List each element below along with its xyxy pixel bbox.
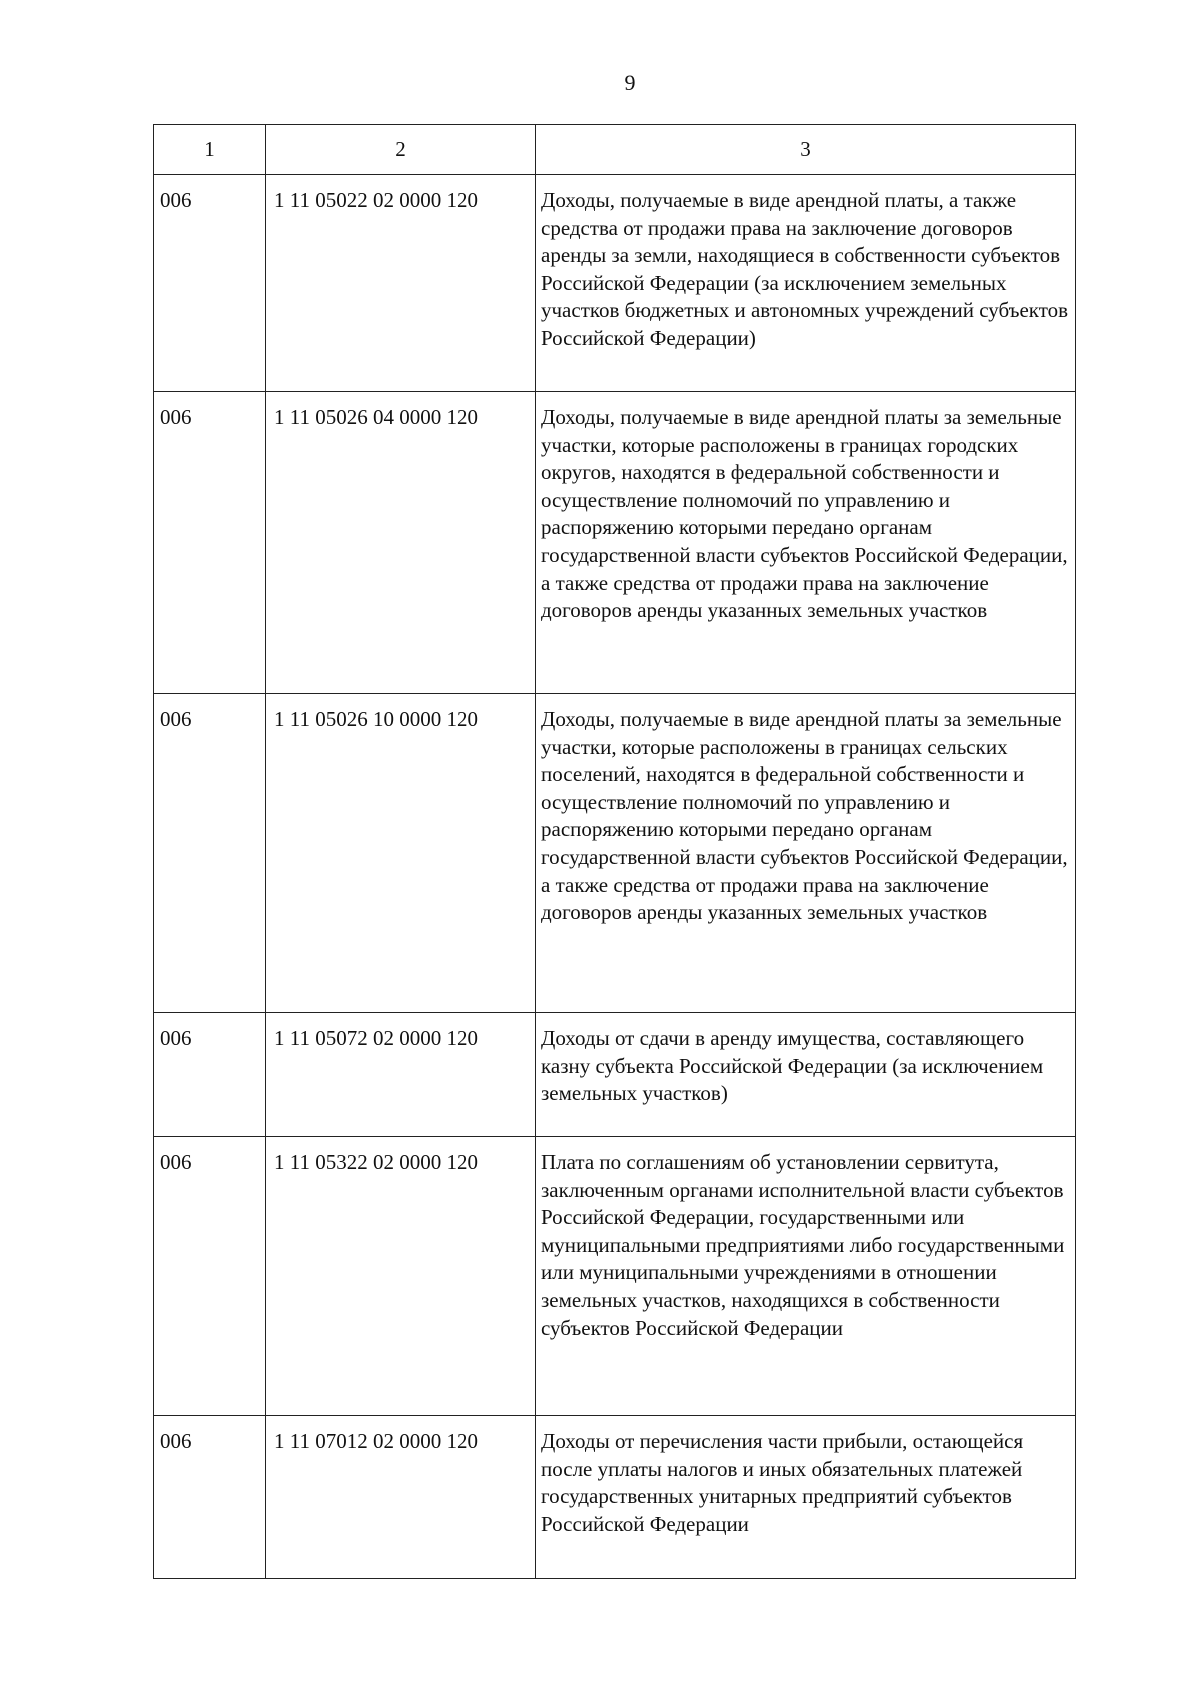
admin-code-cell: 006 — [154, 392, 266, 694]
description-cell: Доходы, получаемые в виде арендной платы за земельные участки, которые расположены в границах городских округов, находятся в федеральной собственности и осуществление полномочий по управлению и распоряжению которыми передано органам государственной власти субъектов Российской Федерации, а также средства от продажи права на заключение договоров аренды указанных земельных участков — [536, 392, 1076, 694]
description-cell: Доходы, получаемые в виде арендной платы, а также средства от продажи права на заключение договоров аренды за земли, находящиеся в собственности субъектов Российской Федерации (за исключением земельных участков бюджетных и автономных учреждений субъектов Российской Федерации) — [536, 175, 1076, 392]
admin-code-cell: 006 — [154, 175, 266, 392]
income-code-cell: 1 11 05022 02 0000 120 — [266, 175, 536, 392]
income-code-cell: 1 11 05072 02 0000 120 — [266, 1013, 536, 1137]
description-cell: Доходы, получаемые в виде арендной платы за земельные участки, которые расположены в границах сельских поселений, находятся в федеральной собственности и осуществление полномочий по управлению и распоряжению которыми передано органам государственной власти субъектов Российской Федерации, а также средства от продажи права на заключение договоров аренды указанных земельных участков — [536, 694, 1076, 1013]
table-row — [154, 175, 1076, 392]
income-code-cell: 1 11 05026 10 0000 120 — [266, 694, 536, 1013]
admin-code-cell: 006 — [154, 694, 266, 1013]
income-codes-table — [153, 124, 1076, 1579]
description-cell: Доходы от перечисления части прибыли, остающейся после уплаты налогов и иных обязательных платежей государственных унитарных предприятий субъектов Российской Федерации — [536, 1416, 1076, 1579]
table-row — [154, 1013, 1076, 1137]
column-header-1: 1 — [154, 125, 266, 175]
table-row — [154, 1416, 1076, 1579]
description-cell: Плата по соглашениям об установлении сервитута, заключенным органами исполнительной власти субъектов Российской Федерации, государственными или муниципальными предприятиями либо государственными или муниципальными учреждениями в отношении земельных участков, находящихся в собственности субъектов Российской Федерации — [536, 1137, 1076, 1416]
table-row — [154, 392, 1076, 694]
income-code-cell: 1 11 05026 04 0000 120 — [266, 392, 536, 694]
income-code-cell: 1 11 05322 02 0000 120 — [266, 1137, 536, 1416]
column-header-2: 2 — [266, 125, 536, 175]
table-row — [154, 694, 1076, 1013]
page-number: 9 — [624, 70, 636, 95]
admin-code-cell: 006 — [154, 1416, 266, 1579]
column-header-3: 3 — [536, 125, 1076, 175]
table-header-row — [154, 125, 1076, 175]
table-row — [154, 1137, 1076, 1416]
description-cell: Доходы от сдачи в аренду имущества, составляющего казну субъекта Российской Федерации (за исключением земельных участков) — [536, 1013, 1076, 1137]
income-code-cell: 1 11 07012 02 0000 120 — [266, 1416, 536, 1579]
admin-code-cell: 006 — [154, 1137, 266, 1416]
admin-code-cell: 006 — [154, 1013, 266, 1137]
